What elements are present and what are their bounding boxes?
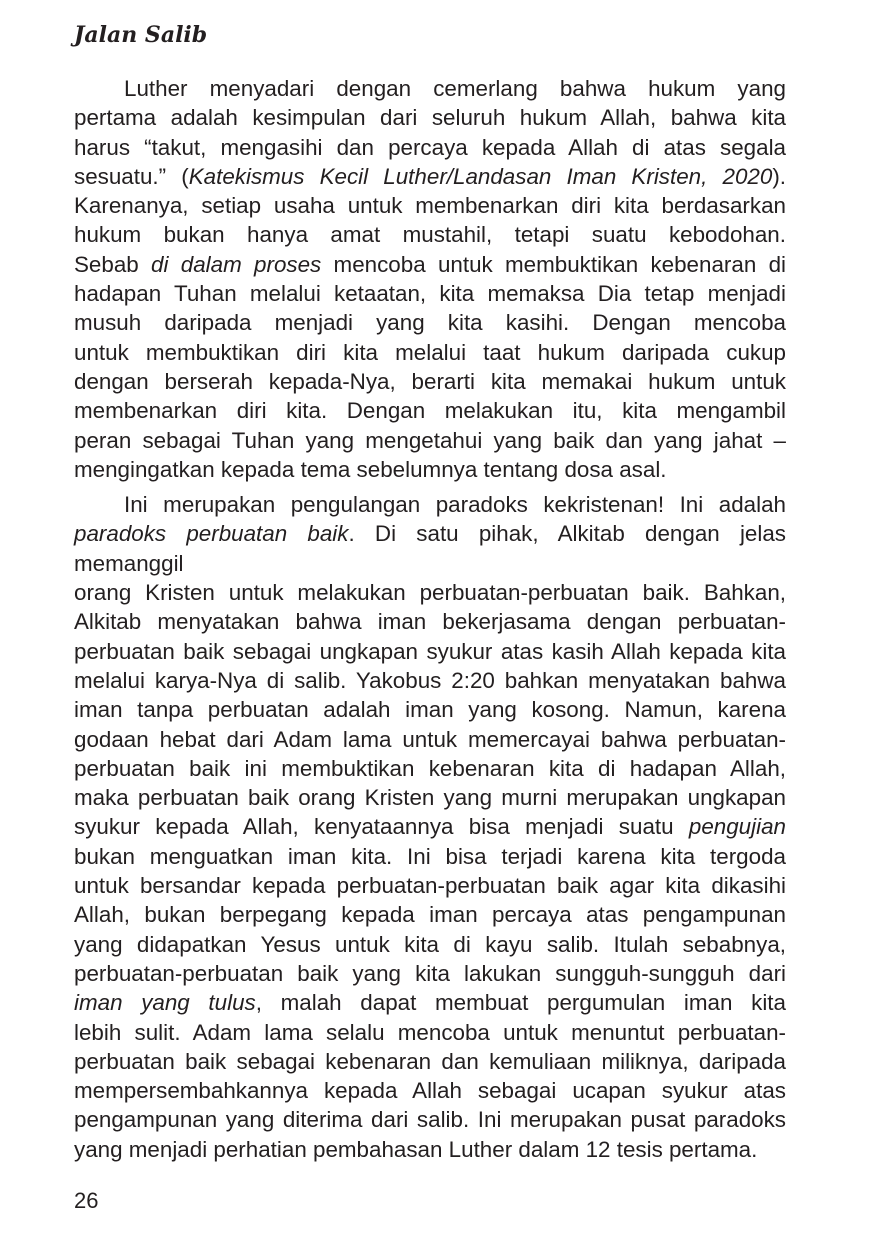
emphasis: paradoks perbuatan baik xyxy=(74,521,349,547)
text-line: peran sebagai Tuhan yang mengetahui yang baik dan yang jahat – xyxy=(74,427,786,453)
text-line: mempersembahkannya kepada Allah sebagai ucapan syukur atas xyxy=(74,1078,786,1104)
text-line: dengan berserah kepada-Nya, berarti kita memakai hukum untuk xyxy=(74,368,786,394)
text-line: yang didapatkan Yesus untuk kita di kayu salib. Itulah sebabnya, xyxy=(74,931,786,957)
text-line: pengampunan yang diterima dari salib. Ini merupakan pusat paradoks xyxy=(74,1107,786,1133)
text-line: harus “takut, mengasihi dan percaya kepada Allah di atas segala xyxy=(74,134,786,160)
text-line: iman yang tulus, malah dapat membuat pergumulan iman kita xyxy=(74,990,786,1016)
body-text xyxy=(74,74,786,1164)
text-line: perbuatan baik sebagai kebenaran dan kemuliaan miliknya, daripada xyxy=(74,1048,786,1074)
text-line: melalui karya-Nya di salib. Yakobus 2:20 bahkan menyatakan bahwa xyxy=(74,667,786,693)
text-line: perbuatan baik sebagai ungkapan syukur atas kasih Allah kepada kita xyxy=(74,638,786,664)
paragraph xyxy=(74,490,786,1164)
page-number: 26 xyxy=(74,1188,99,1213)
text-line: godaan hebat dari Adam lama untuk memercayai bahwa perbuatan- xyxy=(74,726,786,752)
text-line: membenarkan diri kita. Dengan melakukan itu, kita mengambil xyxy=(74,398,786,424)
citation-title: Katekismus Kecil Luther/Landasan Iman Kristen, 2020 xyxy=(188,163,773,189)
text-line: maka perbuatan baik orang Kristen yang murni merupakan ungkapan xyxy=(74,785,786,811)
text-line: perbuatan baik ini membuktikan kebenaran kita di hadapan Allah, xyxy=(74,755,786,781)
emphasis: iman yang tulus xyxy=(74,990,256,1016)
text-line: Luther menyadari dengan cemerlang bahwa hukum yang xyxy=(124,76,786,101)
text-line: paradoks perbuatan baik. Di satu pihak, Alkitab dengan jelas memanggil xyxy=(74,521,786,576)
emphasis: di dalam proses xyxy=(151,251,322,277)
paragraph xyxy=(74,74,786,484)
text-line: Alkitab menyatakan bahwa iman bekerjasama dengan perbuatan- xyxy=(74,609,786,635)
running-header: Jalan Salib xyxy=(74,22,208,48)
text-line: syukur kepada Allah, kenyataannya bisa menjadi suatu pengujian xyxy=(74,814,786,840)
text-line: sesuatu.” (Katekismus Kecil Luther/Landasan Iman Kristen, 2020). xyxy=(74,163,786,189)
text-line: orang Kristen untuk melakukan perbuatan-perbuatan baik. Bahkan, xyxy=(74,580,786,606)
text-line: Ini merupakan pengulangan paradoks kekristenan! Ini adalah xyxy=(124,492,786,518)
text-line: musuh daripada menjadi yang kita kasihi. Dengan mencoba xyxy=(74,310,786,336)
text-line: Karenanya, setiap usaha untuk membenarkan diri kita berdasarkan xyxy=(74,193,786,219)
text-line: lebih sulit. Adam lama selalu mencoba untuk menuntut perbuatan- xyxy=(74,1019,786,1045)
text-line: untuk bersandar kepada perbuatan-perbuatan baik agar kita dikasihi xyxy=(74,873,786,899)
text-line: iman tanpa perbuatan adalah iman yang kosong. Namun, karena xyxy=(74,697,786,723)
text-line: yang menjadi perhatian pembahasan Luther dalam 12 tesis pertama. xyxy=(74,1136,758,1162)
text-line: bukan menguatkan iman kita. Ini bisa terjadi karena kita tergoda xyxy=(74,843,786,869)
text-line: mengingatkan kepada tema sebelumnya tentang dosa asal. xyxy=(74,456,667,482)
text-line: Allah, bukan berpegang kepada iman percaya atas pengampunan xyxy=(74,902,786,928)
emphasis: pengujian xyxy=(688,814,786,840)
text-line: pertama adalah kesimpulan dari seluruh hukum Allah, bahwa kita xyxy=(74,105,786,131)
text-line: untuk membuktikan diri kita melalui taat hukum daripada cukup xyxy=(74,339,786,365)
text-line: hadapan Tuhan melalui ketaatan, kita memaksa Dia tetap menjadi xyxy=(74,281,786,307)
text-line: perbuatan-perbuatan baik yang kita lakukan sungguh-sungguh dari xyxy=(74,960,786,986)
text-line: Sebab di dalam proses mencoba untuk membuktikan kebenaran di xyxy=(74,251,786,277)
text-line: hukum bukan hanya amat mustahil, tetapi suatu kebodohan. xyxy=(74,222,786,248)
